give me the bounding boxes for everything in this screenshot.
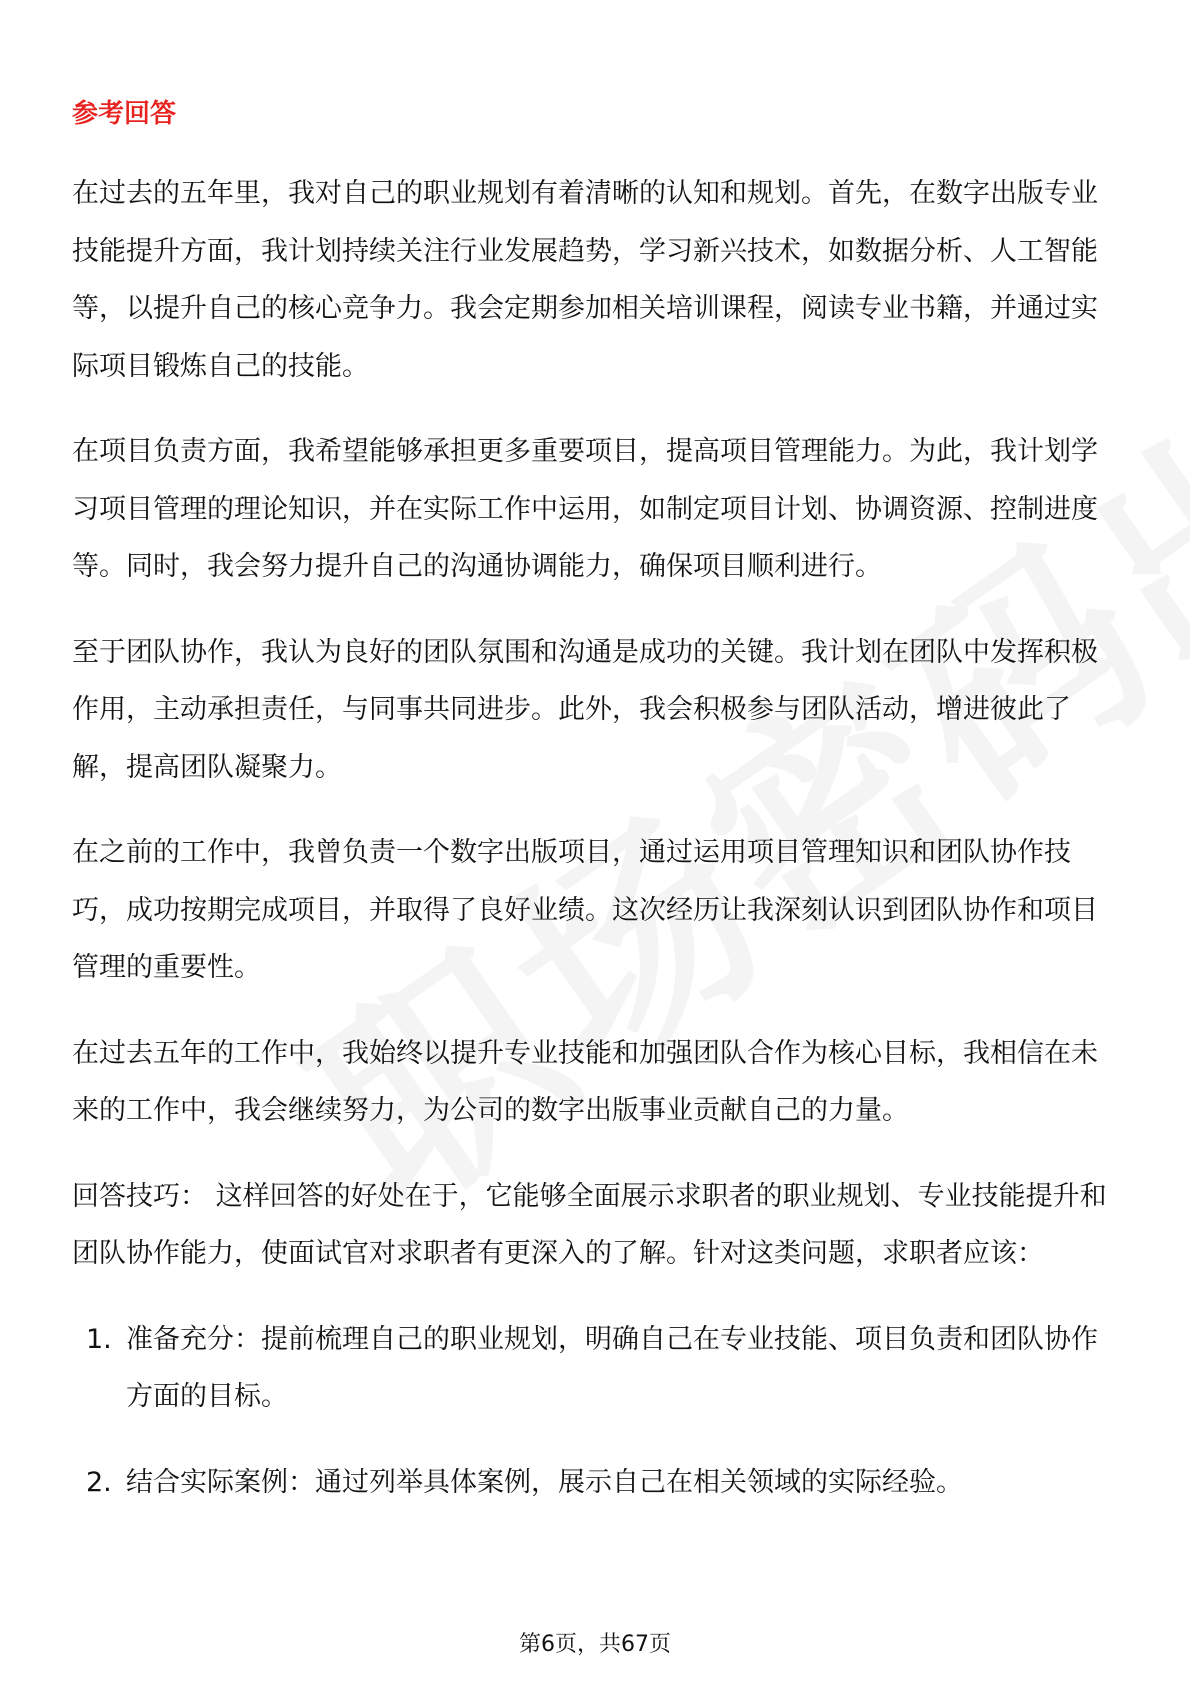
tips-list [72, 1311, 1120, 1512]
paragraph: 在过去五年的工作中，我始终以提升专业技能和加强团队合作为核心目标，我相信在未来的工作中，我会继续努力，为公司的数字出版事业贡献自己的力量。 [72, 1037, 1098, 1126]
list-item-text: 准备充分：提前梳理自己的职业规划，明确自己在专业技能、项目负责和团队协作方面的目标。 [126, 1323, 1098, 1412]
paragraph: 在之前的工作中，我曾负责一个数字出版项目，通过运用项目管理知识和团队协作技巧，成功按期完成项目，并取得了良好业绩。这次经历让我深刻认识到团队协作和项目管理的重要性。 [72, 837, 1098, 983]
section-heading: 参考回答 [72, 99, 177, 129]
list-item [72, 1454, 1120, 1512]
paragraph: 在项目负责方面，我希望能够承担更多重要项目，提高项目管理能力。为此，我计划学习项目管理的理论知识，并在实际工作中运用，如制定项目计划、协调资源、控制进度等。同时，我会努力提升自己的沟通协调能力，确保项目顺利进行。 [72, 436, 1098, 582]
list-item-number: 2. [86, 1466, 112, 1498]
paragraph: 至于团队协作，我认为良好的团队氛围和沟通是成功的关键。我计划在团队中发挥积极作用，主动承担责任，与同事共同进步。此外，我会积极参与团队活动，增进彼此了解，提高团队凝聚力。 [72, 636, 1098, 783]
paragraph: 在过去的五年里，我对自己的职业规划有着清晰的认知和规划。首先，在数字出版专业技能提升方面，我计划持续关注行业发展趋势，学习新兴技术，如数据分析、人工智能等，以提升自己的核心竞争力。我会定期参加相关培训课程，阅读专业书籍，并通过实际项目锻炼自己的技能。 [72, 178, 1098, 382]
answer-body [72, 165, 1120, 1539]
list-item-number: 1. [86, 1323, 112, 1355]
list-item [72, 1311, 1120, 1426]
list-item-text: 结合实际案例：通过列举具体案例，展示自己在相关领域的实际经验。 [126, 1466, 963, 1498]
tips-paragraph: 回答技巧： 这样回答的好处在于，它能够全面展示求职者的职业规划、专业技能提升和团队协作能力，使面试官对求职者有更深入的了解。针对这类问题，求职者应该： [72, 1180, 1107, 1269]
page-number-footer: 第6页，共67页 [519, 1632, 671, 1657]
